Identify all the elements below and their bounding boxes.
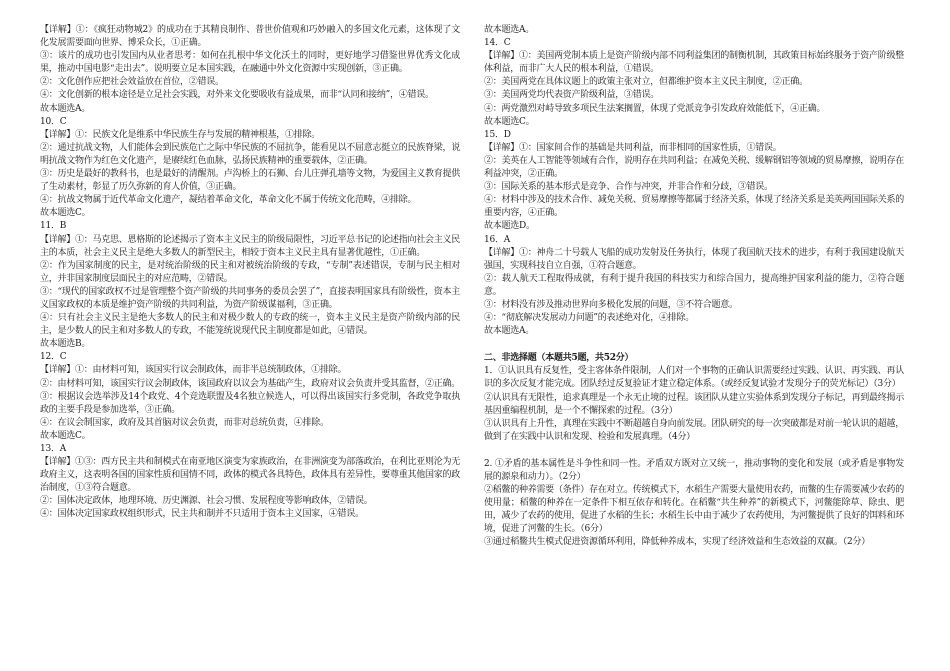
answer-conclusion: 故本题选A。 [40,103,90,114]
answer-paragraph: 【详解】①：民族文化是维系中华民族生存与发展的精神根基，①排除。 [40,129,321,140]
answer-paragraph: ④：国体决定国家政权组织形式，民主共和制并不只适用于资本主义国家，④错误。 [40,509,364,520]
answer-conclusion: 故本题选B。 [40,339,91,350]
answer-paragraph: ②：由材料可知，该国实行议会制政体，该国政府以议会为基础产生，政府对议会负责并受其监督，②正确。 [40,378,461,389]
essay-answer-point: ③认识具有上升性，真理在实践中不断超越自身向前发展。团队研究的每一次突破都是对前一轮认识的超越，做到了在实践中认识和发现、检验和发展真理。（4分） [484,418,905,442]
answer-paragraph: ②：作为国家制度的民主，是对统治阶级的民主和对被统治阶级的专政，“专制”表述错误，专制与民主相对立，并非国家制度层面民主的对应范畴，②错误。 [40,260,460,284]
question-number: 13．A [40,444,66,454]
section-title: 二、非选择题（本题共5题，共52分） [484,353,634,364]
answer-paragraph: ④：“彻底解决发展动力问题”的表述绝对化，④排除。 [484,313,694,324]
answer-paragraph: 【详解】①：《疯狂动物城2》的成功在于其精良制作、普世价值观和巧妙融入的多国文化元素，这体现了文化发展需要面向世界、博采众长，①正确。 [40,25,460,49]
answer-paragraph: 【详解】①：国家间合作的基础是共同利益，而非相同的国家性质，①错误。 [484,142,782,153]
answer-paragraph: ③：根据议会选举涉及14个政党、4个竞选联盟及4名独立候选人，可以得出该国实行多党制，各政党争取执政的主要手段是参加选举，③正确。 [40,391,460,415]
answer-paragraph: ③：历史是最好的教科书，也是最好的清醒剂。卢沟桥上的石狮、台儿庄弹孔墙等文物，为爱国主义教育提供了生动素材，彰显了历久弥新的育人价值，③正确。 [40,169,461,193]
answer-paragraph: ④：材料中涉及的技术合作、减免关税、贸易摩擦等都属于经济关系，体现了经济关系是美英两国国际关系的重要内容，④正确。 [484,195,905,219]
answer-paragraph: ④：只有社会主义民主是绝大多数人的民主和对极少数人的专政的统一，资本主义民主是资产阶级内部的民主，是少数人的民主和对多数人的专政，不能笼统说现代民主制度都是如此，④错误。 [40,313,460,337]
essay-answer-point: ③通过稻鳖共生模式促进资源循环利用，降低种养成本，实现了经济效益和生态效益的双赢。（2分） [484,537,870,548]
answer-conclusion: 故本题选D。 [484,221,535,232]
answer-conclusion: 故本题选C。 [40,208,91,219]
answer-conclusion: 故本题选A。 [484,326,534,337]
answer-conclusion: 故本题选C。 [40,430,91,441]
answer-paragraph: 【详解】①：神舟二十号载人飞船的成功发射及任务执行，体现了我国航天技术的进步，有利于我国建设航天强国，实现科技自立自强，①符合题意。 [484,247,905,271]
answer-paragraph: ②：美英在人工智能等领域有合作，说明存在共同利益；在减免关税、缓解钢铝等领域的贸易摩擦，说明存在利益冲突，②正确。 [484,155,905,180]
answer-paragraph: ②：美国两党在具体议题上的政策主张对立，但都维护资本主义民主制度，②正确。 [484,77,808,88]
answer-paragraph: ③：材料没有涉及推动世界向多极化发展的问题，③不符合题意。 [484,299,738,310]
answer-paragraph: ④：抗战文物属于近代革命文化遗产，凝结着革命文化，革命文化不属于传统文化范畴，④排除。 [40,195,417,206]
answer-paragraph: ②：通过抗战文物，人们能体会到民族危亡之际中华民族的不屈抗争，能看见以不屈意志挺立的民族脊梁，说明抗战文物作为红色文化遗产，是赓续红色血脉，弘扬民族精神的重要载体，②正确。 [40,142,461,166]
answer-paragraph: ③：美国两党均代表资产阶级利益，③错误。 [484,90,660,101]
left-column [40,24,460,522]
answer-paragraph: ②：文化创作应把社会效益放在首位，②错误。 [40,77,224,88]
answer-conclusion: 故本题选C。 [484,116,535,127]
answer-paragraph: ②：载人航天工程取得成就，有利于提升我国的科技实力和综合国力，提高维护国家利益的能力，②符合题意。 [484,273,904,297]
answer-paragraph: 【详解】①：美国两党制本质上是资产阶级内部不同利益集团的制衡机制，其政策目标始终服务于资产阶级整体利益，而非广大人民的根本利益，①错误。 [484,51,905,75]
essay-answer-point: ②认识具有无限性，追求真理是一个永无止境的过程。该团队从建立实验体系到发现分子标记，再到最终揭示基因重编程机制，是一个不懈探索的过程。（3分） [484,392,905,416]
question-number: 16．A [484,234,510,245]
answer-paragraph: 【详解】①：由材料可知，该国实行议会制政体，而非半总统制政体，①排除。 [40,365,347,376]
answer-paragraph: ④：两党激烈对峙导致多项民生法案搁置，体现了党派竞争引发政府效能低下，④正确。 [484,103,826,114]
answer-conclusion: 故本题选A。 [484,25,534,35]
essay-answer-point: ②稻鳖的种养需要（条件）存在对立。传统模式下，水稻生产需要大量使用农药，而鳖的生存需要减少农药的使用量；稻鳖的种养在一定条件下相互依存和转化。在稻鳖“共生种养”的新模式下，河鳖能除草、除虫、肥田，减少了农药的使用，促进了水稻的生长；水稻生长中由于减少了农药使用，为河鳖提供了良好的饵料和环境，促进了河鳖的生长。（6分） [484,485,905,535]
essay-answer-point: 1．①认识具有反复性，受主客体条件限制，人们对一个事物的正确认识需要经过实践、认识、再实践、再认识的多次反复才能完成。团队经过反复验证才建立稳定体系。（或经反复试验才发现分子的荧光标记）（3分） [484,366,904,390]
answer-paragraph: ③：国际关系的基本形式是竞争、合作与冲突，并非合作和分歧，③错误。 [484,182,773,193]
answer-paragraph: ③：“现代的国家政权不过是管理整个资产阶级的共同事务的委员会罢了”，直接表明国家具有阶级性，资本主义国家政权的本质是维护资产阶级的共同利益，为资产阶级谋福利，③正确。 [40,286,460,310]
question-number: 12．C [40,352,67,363]
answer-paragraph: ③：该片的成功也引发国内从业者思考：如何在扎根中华文化沃土的同时，更好地学习借鉴世界优秀文化成果，推动中国电影“走出去”。说明要立足本国实践，在融通中外文化资源中实现创新，③正确。 [40,51,460,75]
essay-answer-point: 2. ①矛盾的基本属性是斗争性和同一性。矛盾双方既对立又统一，推动事物的变化和发展（或矛盾是事物发展的源泉和动力）。（2分） [484,458,904,482]
question-number: 15．D [484,129,511,140]
question-number: 10．C [40,116,67,127]
answer-paragraph: ②：国体决定政体，地理环境、历史渊源、社会习惯、发展程度等影响政体，②错误。 [40,496,373,507]
question-number: 11．B [40,221,67,232]
question-number: 14．C [484,38,511,49]
answer-paragraph: ④：在议会制国家，政府及其首脑对议会负责，而非对总统负责，④排除。 [40,417,329,428]
answer-paragraph: 【详解】①③：西方民主共和制模式在南亚地区演变为家族政治，在非洲演变为部落政治，在利比亚则沦为无政府主义，这表明各国的国家性质和国情不同，政体的模式各具特色，政体具有差异性，要尊重其他国家的政治制度，①③符合题意。 [40,457,461,494]
right-column [484,24,904,550]
answer-paragraph: ④：文化创新的根本途径是立足社会实践，对外来文化要吸收有益成果，而非“认同和接纳”，④错误。 [40,90,434,101]
answer-paragraph: 【详解】①：马克思、恩格斯的论述揭示了资本主义民主的阶级局限性，习近平总书记的论述指向社会主义民主的本质，社会主义民主是绝大多数人的新型民主，相较于资本主义民主具有显著优越性，①正确。 [40,234,461,258]
